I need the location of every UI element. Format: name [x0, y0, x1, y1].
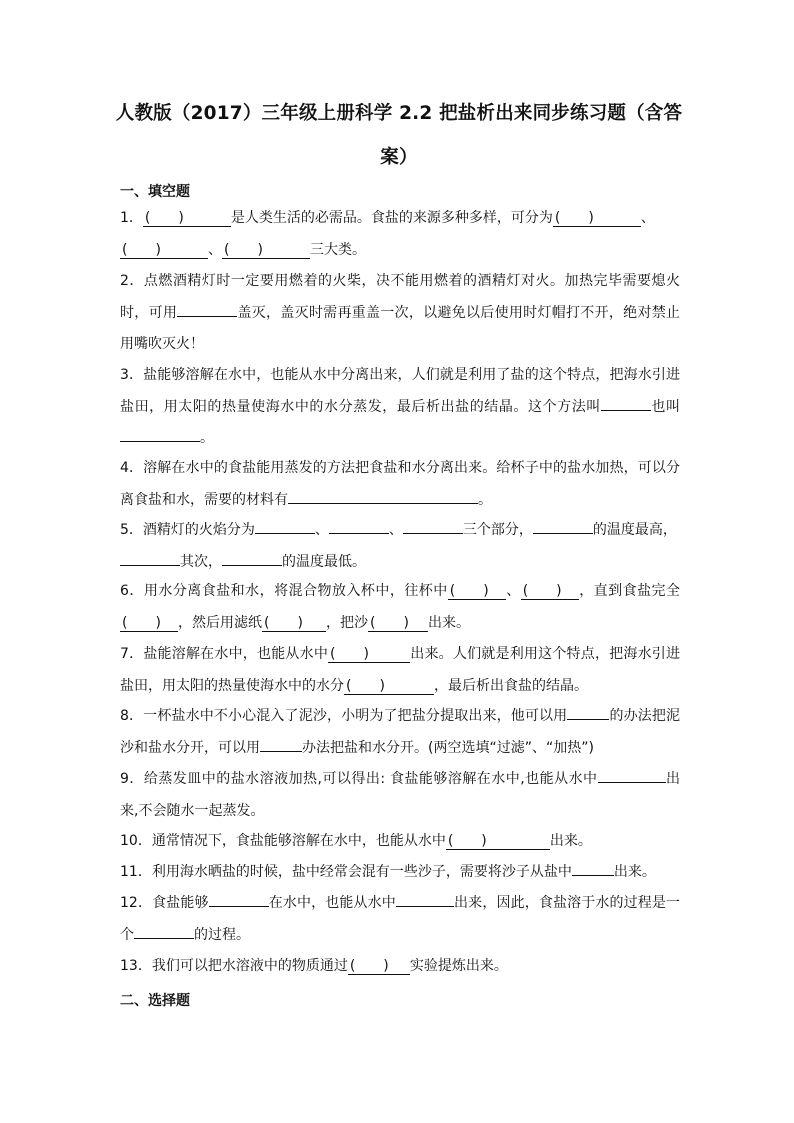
question-10: 10．通常情况下，食盐能够溶解在水中，也能从水中 ( ) 出来。: [120, 833, 592, 849]
section-fill-in-blank: 一、填空题: [120, 184, 190, 200]
question-3: 3．盐能够溶解在水中，也能从水中分离出来，人们就是利用了盐的这个特点，把海水引进盐田，用太阳的热量使海水中的水分蒸发，最后析出盐的结晶。这个方法叫 也叫。: [120, 367, 681, 446]
answer-blank[interactable]: ( ): [553, 210, 641, 227]
section-multiple-choice: 二、选择题: [120, 993, 190, 1009]
answer-blank[interactable]: [403, 517, 463, 534]
answer-blank[interactable]: [255, 517, 315, 534]
question-5: 5．酒精灯的火焰分为 、 、 三个部分， 的温度最高， 其次， 的温度最低。: [120, 515, 680, 578]
answer-blank[interactable]: ( ): [120, 615, 178, 632]
answer-blank[interactable]: [598, 766, 666, 783]
answer-blank[interactable]: [260, 735, 302, 752]
answer-blank[interactable]: [567, 703, 609, 720]
answer-blank[interactable]: [601, 394, 651, 411]
answer-blank[interactable]: [396, 890, 454, 907]
question-8: 8．一杯盐水中不小心混入了泥沙，小明为了把盐分提取出来，他可以用 的办法把泥沙和盐水分开，可以用 办法把盐和水分开。(两空选填“过滤”、“加热”): [120, 701, 680, 764]
answer-blank[interactable]: [134, 922, 194, 939]
answer-blank[interactable]: ( ): [143, 210, 231, 227]
question-7: 7．盐能溶解在水中，也能从水中 ( ) 出来。人们就是利用这个特点，把海水引进盐田，用太阳的热量使海水中的水分 ( ) ，最后析出食盐的结晶。: [120, 646, 680, 694]
question-1: 1． ( ) 是人类生活的必需品。食盐的来源多种多样，可分为 ( ) 、 ( ) 、 ( ) 三大类。: [120, 210, 655, 258]
answer-blank[interactable]: ( ): [446, 833, 550, 850]
answer-blank[interactable]: ( ): [328, 646, 410, 663]
document-title: 人教版（2017）三年级上册科学 2.2 把盐析出来同步练习题（含答案）: [115, 103, 683, 168]
answer-blank[interactable]: [120, 425, 200, 442]
question-12: 12．食盐能够 在水中，也能从水中 出来，因此，食盐溶于水的过程是一个 的过程。: [120, 888, 680, 951]
question-11: 11．利用海水晒盐的时候，盐中经常会混有一些沙子，需要将沙子从盐中 出来。: [120, 857, 680, 889]
answer-blank[interactable]: [209, 890, 269, 907]
question-2: 2．点燃酒精灯时一定要用燃着的火柴，决不能用燃着的酒精灯对火。加热完毕需要熄火时，可用 盖灭，盖灭时需再重盖一次，以避免以后使用时灯帽打不开，绝对禁止用嘴吹灭火！: [120, 273, 681, 352]
answer-blank[interactable]: [329, 517, 389, 534]
answer-blank[interactable]: [288, 487, 478, 504]
question-6: 6．用水分离食盐和水，将混合物放入杯中，往杯中 ( ) 、 ( ) ，直到食盐完全( ) ，然后用滤纸 ( ) ，把沙 ( ) 出来。: [120, 583, 681, 631]
answer-blank[interactable]: ( ): [344, 678, 434, 695]
answer-blank[interactable]: [572, 859, 614, 876]
answer-blank[interactable]: [222, 549, 282, 566]
answer-blank[interactable]: ( ): [368, 615, 428, 632]
answer-blank[interactable]: [533, 517, 593, 534]
answer-blank[interactable]: [177, 300, 237, 317]
answer-blank[interactable]: ( ): [120, 242, 208, 259]
answer-blank[interactable]: ( ): [448, 583, 506, 600]
question-13: 13．我们可以把水溶液中的物质通过 ( ) 实验提炼出来。: [120, 958, 508, 974]
answer-blank[interactable]: ( ): [262, 615, 326, 632]
answer-blank[interactable]: ( ): [348, 958, 410, 975]
answer-blank[interactable]: ( ): [521, 583, 579, 600]
answer-blank[interactable]: [120, 549, 180, 566]
answer-blank[interactable]: ( ): [222, 242, 310, 259]
question-9: 9．给蒸发皿中的盐水溶液加热,可以得出: 食盐能够溶解在水中,也能从水中 出来,不会随水一起蒸发。: [120, 764, 680, 827]
question-4: 4．溶解在水中的食盐能用蒸发的方法把食盐和水分离出来。给杯子中的盐水加热，可以分离食盐和水，需要的材料有 。: [120, 460, 680, 508]
